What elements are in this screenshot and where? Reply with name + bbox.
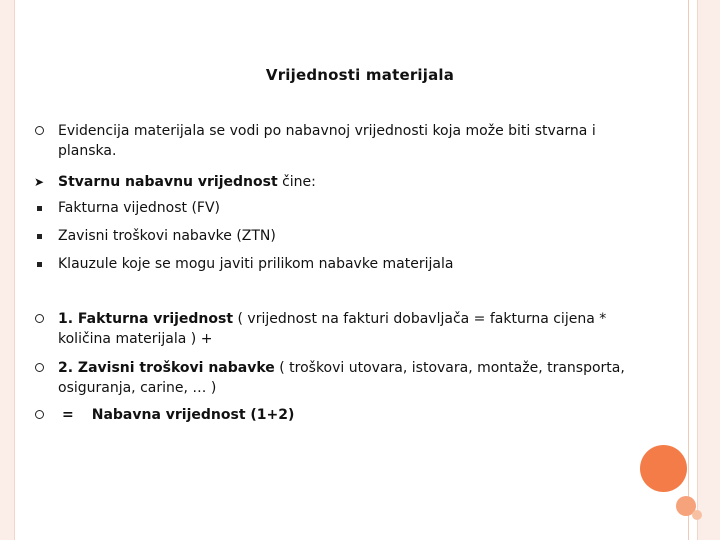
item-bold-text: Stvarnu nabavnu vrijednost <box>58 174 278 190</box>
list-item <box>58 405 658 425</box>
ring-bullet-icon <box>31 358 47 379</box>
list-item <box>33 172 658 192</box>
item-text: ( vrijednost na fakturi dobavljača = fakturna cijena * količina materijala ) + <box>58 311 607 347</box>
item-text: čine: <box>277 174 316 190</box>
list-item <box>58 226 658 246</box>
list-item <box>58 254 658 274</box>
slide-title: Vrijednosti materijala <box>265 66 455 84</box>
ring-bullet-icon <box>31 309 47 330</box>
item-text: Fakturna vijednost (FV) <box>58 200 221 216</box>
decorative-circle-large <box>640 445 687 492</box>
item-bold-text: 2. Zavisni troškovi nabavke <box>58 360 275 376</box>
square-bullet-icon <box>31 226 47 246</box>
ring-bullet-icon <box>31 405 47 426</box>
item-text: Zavisni troškovi nabavke (ZTN) <box>58 228 276 244</box>
ring-bullet-icon <box>31 121 47 142</box>
item-bold-text: Nabavna vrijednost (1+2) <box>91 407 295 423</box>
list-item <box>58 198 658 218</box>
arrow-bullet-icon: ➤ <box>33 175 45 189</box>
list-item <box>58 358 658 398</box>
item-text: Klauzule koje se mogu javiti prilikom nabavke materijala <box>58 256 454 272</box>
item-bold-text: 1. Fakturna vrijednost <box>58 311 234 327</box>
list-item <box>58 309 658 349</box>
equals-sign: = <box>62 407 74 423</box>
square-bullet-icon <box>31 254 47 274</box>
decorative-circle-small <box>692 510 702 520</box>
square-bullet-icon <box>31 198 47 218</box>
item-text: ( troškovi utovara, istovara, montaže, transporta, osiguranja, carine, … ) <box>58 360 625 396</box>
item-text: Evidencija materijala se vodi po nabavnoj vrijednosti koja može biti stvarna i planska. <box>58 123 596 159</box>
list-item <box>58 121 658 161</box>
